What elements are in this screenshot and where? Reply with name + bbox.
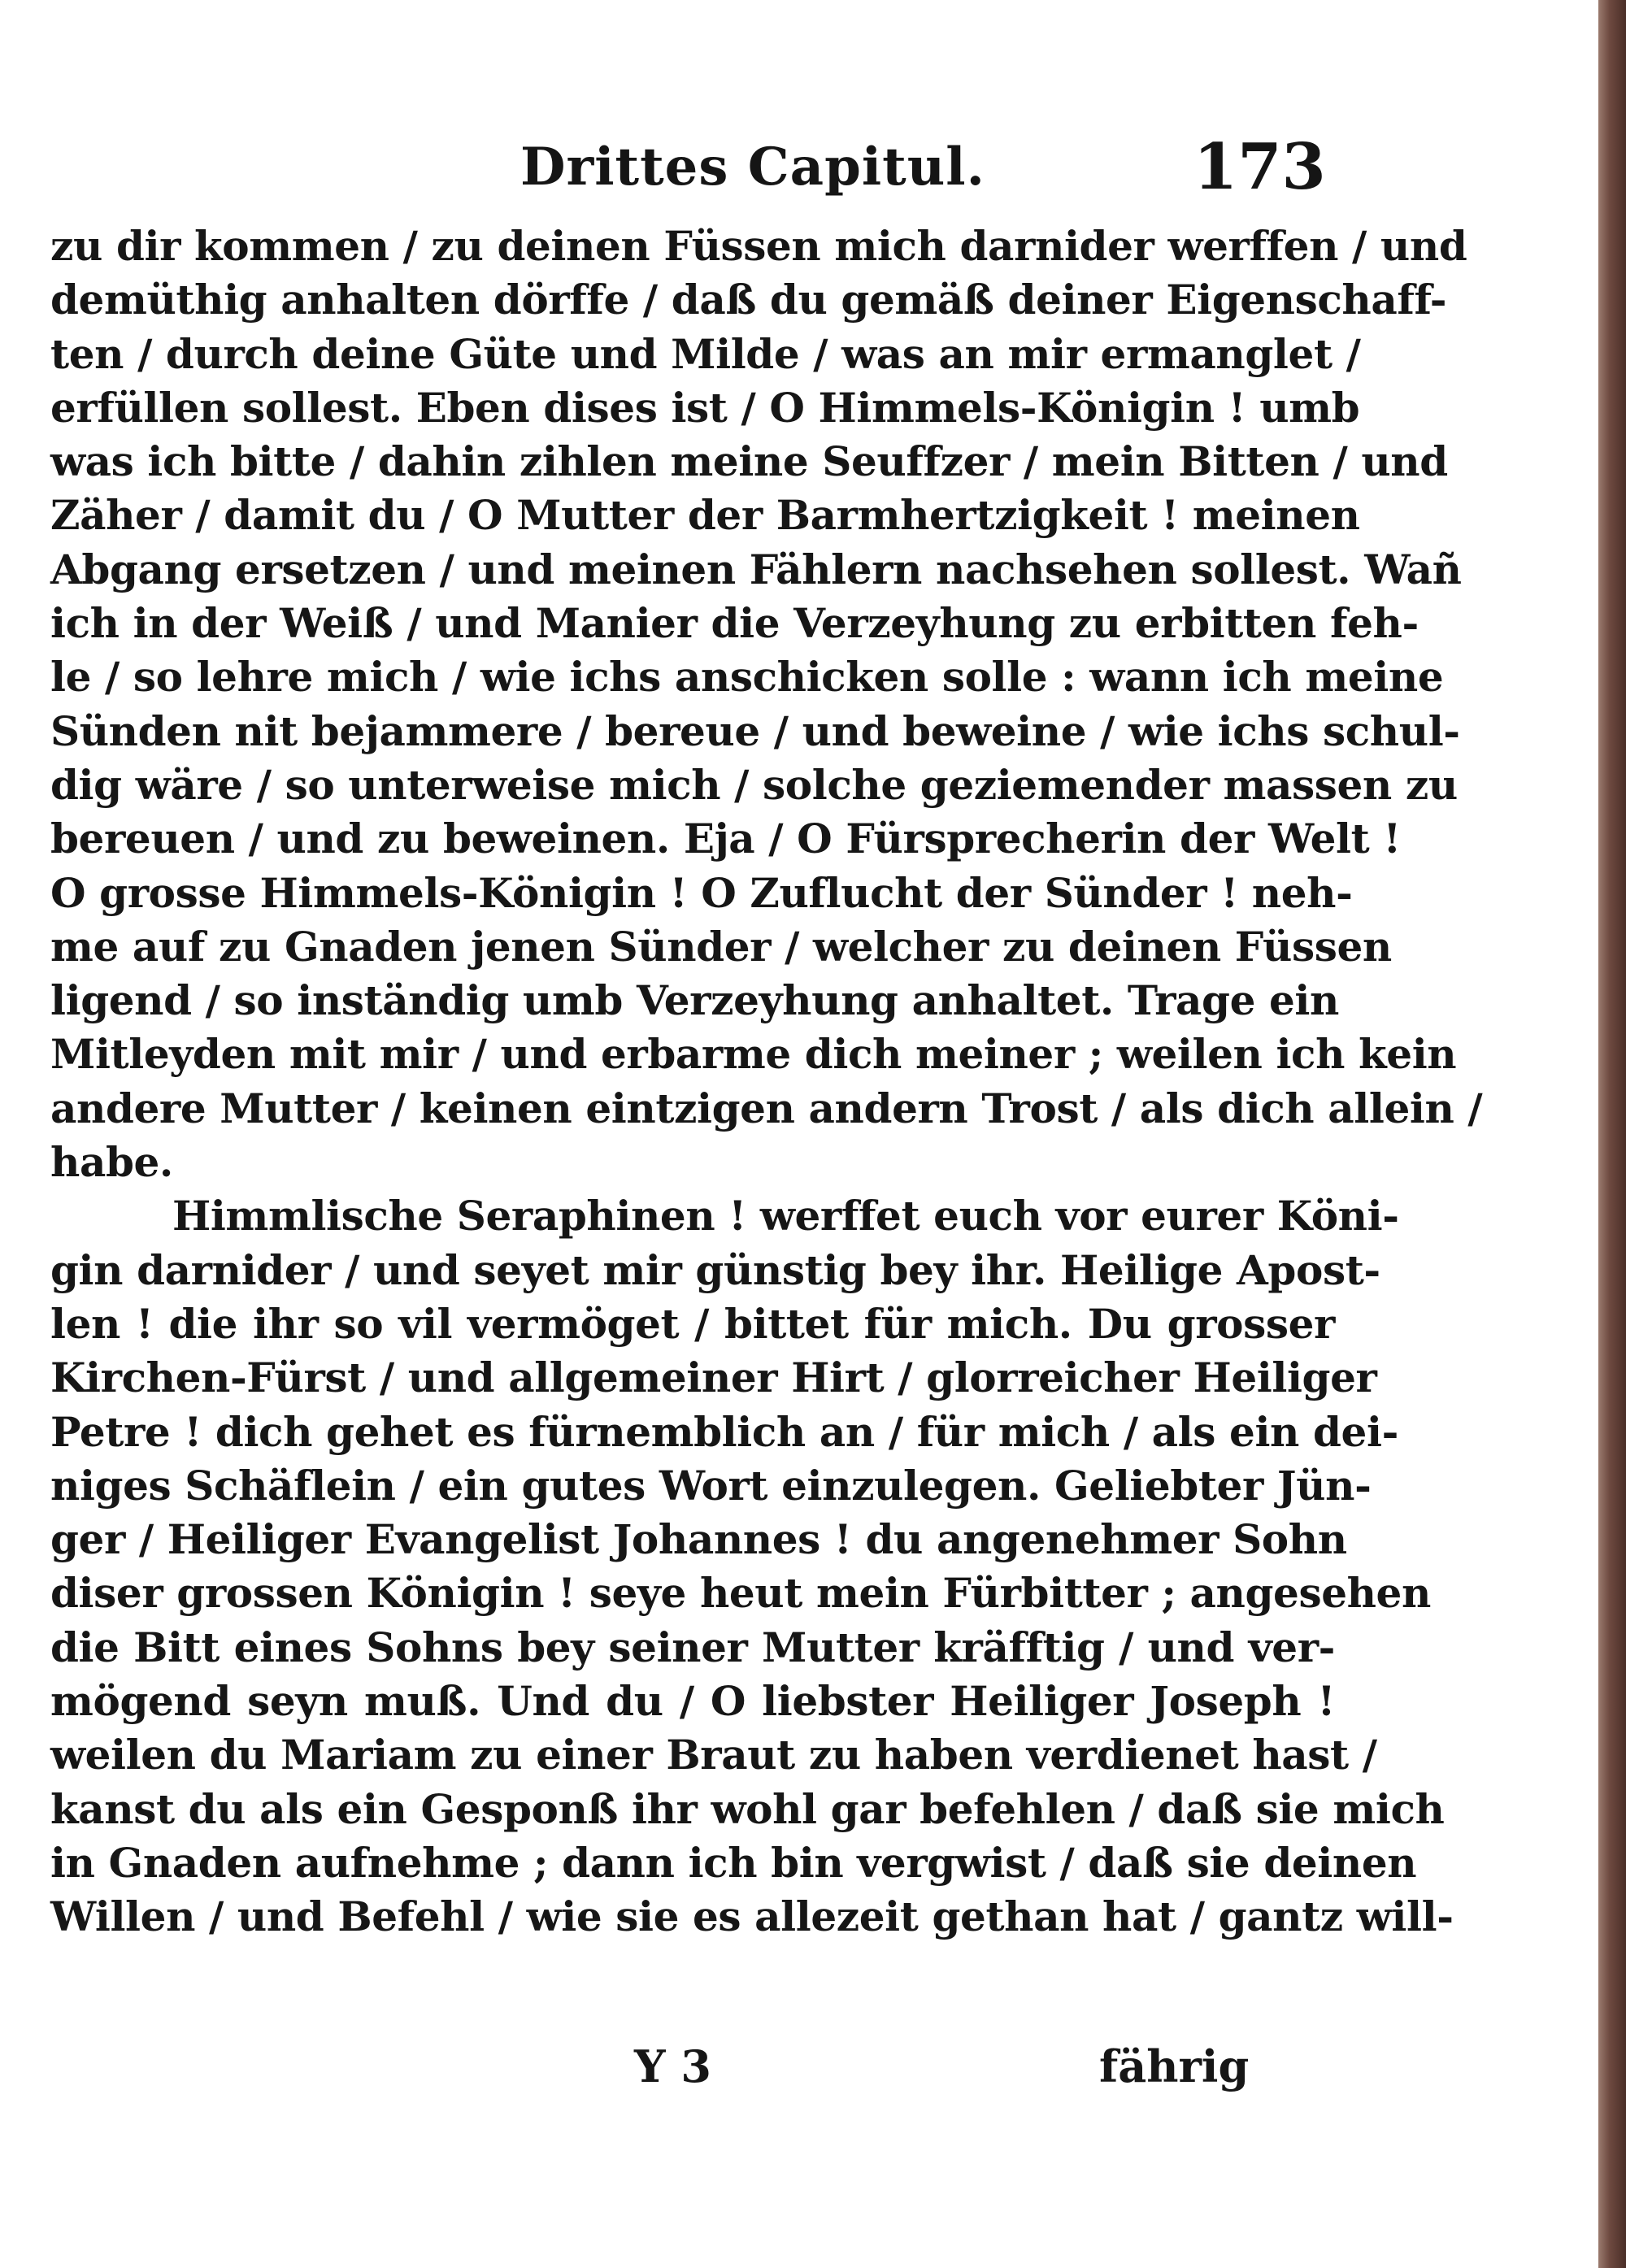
signature-mark: Y 3 [634,2040,711,2092]
page-number: 173 [1193,130,1326,204]
text-line: demüthig anhalten dörffe / daß du gemäß deiner Eigenschaff- [50,276,1447,324]
text-line: was ich bitte / dahin zihlen meine Seuffzer / mein Bitten / und [50,437,1448,486]
text-line: len ! die ihr so vil vermöget / bittet für mich. Du grosser [50,1299,1335,1348]
page-header [0,130,1626,218]
text-line: ger / Heiliger Evangelist Johannes ! du angenehmer Sohn [50,1515,1347,1564]
text-line: mögend seyn muß. Und du / O liebster Heiliger Joseph ! [50,1677,1335,1726]
text-line: dig wäre / so unterweise mich / solche geziemender massen zu [50,760,1458,809]
text-line: zu dir kommen / zu deinen Füssen mich darnider werffen / und [50,222,1467,270]
text-line: andere Mutter / keinen eintzigen andern Trost / als dich allein / [50,1084,1483,1132]
text-line: Kirchen-Fürst / und allgemeiner Hirt / glorreicher Heiliger [50,1353,1377,1402]
text-line: me auf zu Gnaden jenen Sünder / welcher zu deinen Füssen [50,922,1392,971]
page-footer [0,2040,1626,2105]
text-line: Petre ! dich gehet es fürnemblich an / für mich / als ein dei- [50,1407,1398,1456]
text-line: ten / durch deine Güte und Milde / was an mir ermanglet / [50,329,1361,378]
text-line: niges Schäflein / ein gutes Wort einzulegen. Geliebter Jün- [50,1461,1372,1510]
text-line: ligend / so inständig umb Verzeyhung anhaltet. Trage ein [50,976,1339,1025]
text-line: diser grossen Königin ! seye heut mein Fürbitter ; angesehen [50,1569,1431,1618]
text-line: erfüllen sollest. Eben dises ist / O Himmels-Königin ! umb [50,383,1360,432]
binding-edge [1598,0,1626,2268]
text-line: Willen / und Befehl / wie sie es allezeit gethan hat / gantz will- [50,1892,1454,1941]
text-line: le / so lehre mich / wie ichs anschicken solle : wann ich meine [50,653,1444,702]
paragraph [50,1189,1454,1944]
body-text [50,219,1483,1944]
text-line: weilen du Mariam zu einer Braut zu haben verdienet hast / [50,1731,1377,1779]
text-line: O grosse Himmels-Königin ! O Zuflucht der Sünder ! neh- [50,868,1353,917]
paragraph [50,219,1483,1189]
text-line: Sünden nit bejammere / bereue / und beweine / wie ichs schul- [50,706,1460,755]
text-line: gin darnider / und seyet mir günstig bey ihr. Heilige Apost- [50,1245,1380,1294]
text-line: die Bitt eines Sohns bey seiner Mutter kräfftig / und ver- [50,1623,1335,1671]
text-line: Himmlische Seraphinen ! werffet euch vor eurer Köni- [172,1192,1399,1240]
text-line: kanst du als ein Gesponß ihr wohl gar befehlen / daß sie mich [50,1784,1445,1833]
catchword: fährig [1099,2040,1250,2092]
text-line: ich in der Weiß / und Manier die Verzeyhung zu erbitten feh- [50,599,1419,648]
text-line: Zäher / damit du / O Mutter der Barmhertzigkeit ! meinen [50,491,1360,540]
text-line: in Gnaden aufnehme ; dann ich bin vergwist / daß sie deinen [50,1838,1417,1887]
text-line: Abgang ersetzen / und meinen Fählern nachsehen sollest. Wañ [50,545,1462,593]
running-title: Drittes Capitul. [520,137,985,198]
text-line: Mitleyden mit mir / und erbarme dich meiner ; weilen ich kein [50,1030,1457,1079]
text-line: bereuen / und zu beweinen. Eja / O Fürsprecherin der Welt ! [50,815,1401,863]
text-line: habe. [50,1138,173,1187]
